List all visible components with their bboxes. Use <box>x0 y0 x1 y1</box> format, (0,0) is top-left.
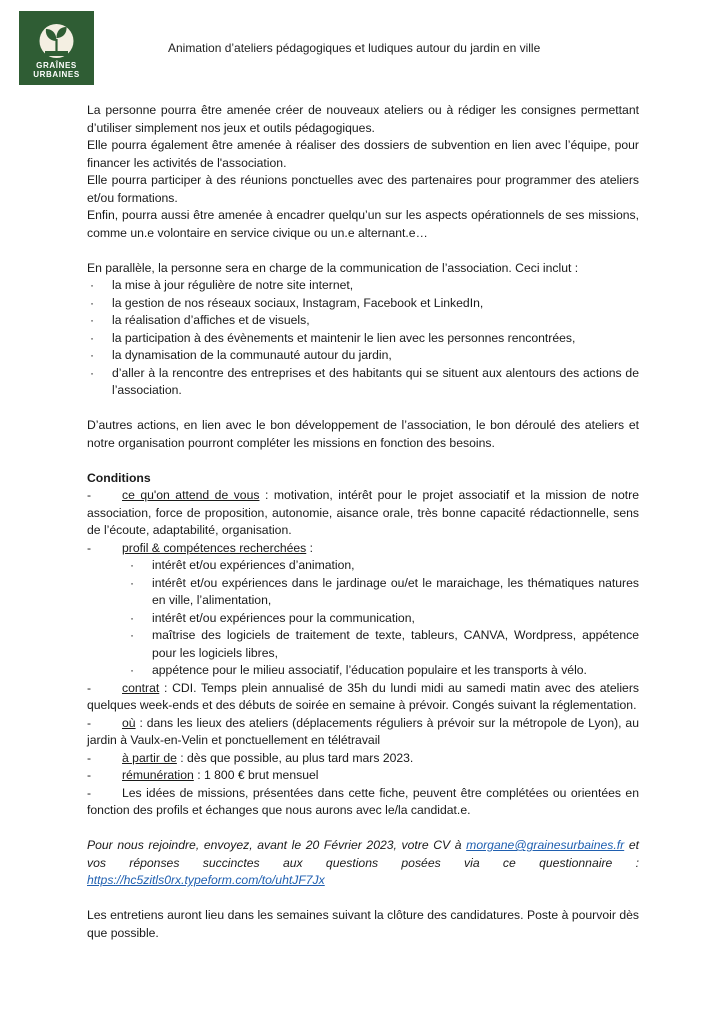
other-actions-paragraph: D’autres actions, en lien avec le bon développement de l’association, le bon déroulé des ateliers et notre organisation pourront compléter les missions en fonction des besoins. <box>87 418 639 450</box>
logo-line-2: URBAINES <box>33 70 80 79</box>
document-body <box>87 102 639 942</box>
condition-start-date: - à partir de : dès que possible, au plus tard mars 2023. <box>87 750 414 765</box>
logo-line-1: GRAÎNES <box>36 61 77 70</box>
list-item: · intérêt et/ou expériences pour la communication, <box>87 610 639 628</box>
bullet-icon: · <box>90 348 95 362</box>
list-item: · la participation à des évènements et maintenir le lien avec les personnes rencontrées, <box>87 330 639 348</box>
list-item: · la gestion de nos réseaux sociaux, Instagram, Facebook et LinkedIn, <box>87 295 639 313</box>
condition-contract: - contrat : CDI. Temps plein annualisé de 35h du lundi midi au samedi matin avec des ateliers quelques week-ends et des débuts de soirée en semaine à prévoir. Congés suivant la réglementation. <box>87 680 639 712</box>
list-item: · d’aller à la rencontre des entreprises et des habitants qui se situent aux alentours des actions de l’association. <box>90 365 639 397</box>
bullet-icon: · <box>90 278 95 292</box>
questionnaire-link[interactable]: https://hc5zitls0rx.typeform.com/to/uhtJF7Jx <box>87 873 325 887</box>
conditions-heading: Conditions <box>87 470 151 485</box>
condition-location: - où : dans les lieux des ateliers (déplacements réguliers à prévoir sur la métropole de Lyon), au jardin à Vaulx-en-Velin et ponctuellement en télétravail <box>87 715 639 747</box>
intro-paragraph-1: La personne pourra être amenée créer de nouveaux ateliers ou à rédiger les consignes permettant d’utiliser simplement nos jeux et outils pédagogiques. <box>87 103 639 135</box>
list-item: · intérêt et/ou expériences dans le jardinage ou/et le maraichage, les thématiques natures en ville, l’alimentation, <box>130 575 639 607</box>
bullet-icon: · <box>130 610 135 625</box>
communication-lead: En parallèle, la personne sera en charge de la communication de l’association. Ceci inclut : <box>87 260 579 275</box>
list-item: · intérêt et/ou expériences d’animation, <box>87 557 639 575</box>
condition-expectations: - ce qu'on attend de vous : motivation, intérêt pour le projet associatif et la mission de notre association, force de proposition, autonomie, aisance orale, très bonne capacité rédactionnelle, sens de l’écoute, adaptabilité, organisation. <box>87 488 639 537</box>
bullet-icon: · <box>90 313 95 327</box>
graines-urbaines-logo <box>19 11 94 85</box>
list-item: · la mise à jour régulière de notre site internet, <box>87 277 639 295</box>
bullet-icon: · <box>90 295 95 310</box>
intro-paragraph-4: Enfin, pourra aussi être amenée à encadrer quelqu’un sur les aspects opérationnels de ses missions, comme un.e volontaire en service civique ou un.e alternant.e… <box>87 208 639 240</box>
bullet-icon: · <box>130 558 135 572</box>
intro-paragraph-3: Elle pourra participer à des réunions ponctuelles avec des partenaires pour programmer des ateliers et/ou formations. <box>87 173 639 205</box>
condition-salary: - rémunération : 1 800 € brut mensuel <box>87 768 319 782</box>
condition-profile: - profil & compétences recherchées : <box>87 540 314 555</box>
bullet-icon: · <box>130 575 135 590</box>
apply-paragraph: Pour nous rejoindre, envoyez, avant le 20 Février 2023, votre CV à morgane@grainesurbaines.fr et vos réponses succinctes aux questions posées via ce questionnaire : https://hc5zitls0rx.typeform.com/to/uhtJF7Jx <box>87 838 639 887</box>
bullet-icon: · <box>130 628 135 642</box>
bullet-icon: · <box>90 330 95 345</box>
page-header-title: Animation d’ateliers pédagogiques et ludiques autour du jardin en ville <box>168 41 541 55</box>
intro-paragraph-2: Elle pourra également être amenée à réaliser des dossiers de subvention en lien avec l’équipe, pour financer les activités de l'association. <box>87 138 639 170</box>
bullet-icon: · <box>90 365 95 380</box>
bullet-icon: · <box>130 663 135 677</box>
list-item: · appétence pour le milieu associatif, l’éducation populaire et les transports à vélo. <box>87 662 639 680</box>
list-item: · la dynamisation de la communauté autour du jardin, <box>87 347 639 365</box>
list-item: · maîtrise des logiciels de traitement de texte, tableurs, CANVA, Wordpress, appétence pour les logiciels libres, <box>130 628 639 660</box>
condition-missions-note: - Les idées de missions, présentées dans cette fiche, peuvent être complétées ou orientées en fonction des profils et échanges que nous aurons avec le/la candidat.e. <box>87 785 639 817</box>
closing-paragraph: Les entretiens auront lieu dans les semaines suivant la clôture des candidatures. Poste à pourvoir dès que possible. <box>87 908 639 940</box>
list-item: · la réalisation d’affiches et de visuels, <box>87 312 639 330</box>
email-link[interactable]: morgane@grainesurbaines.fr <box>466 838 625 852</box>
